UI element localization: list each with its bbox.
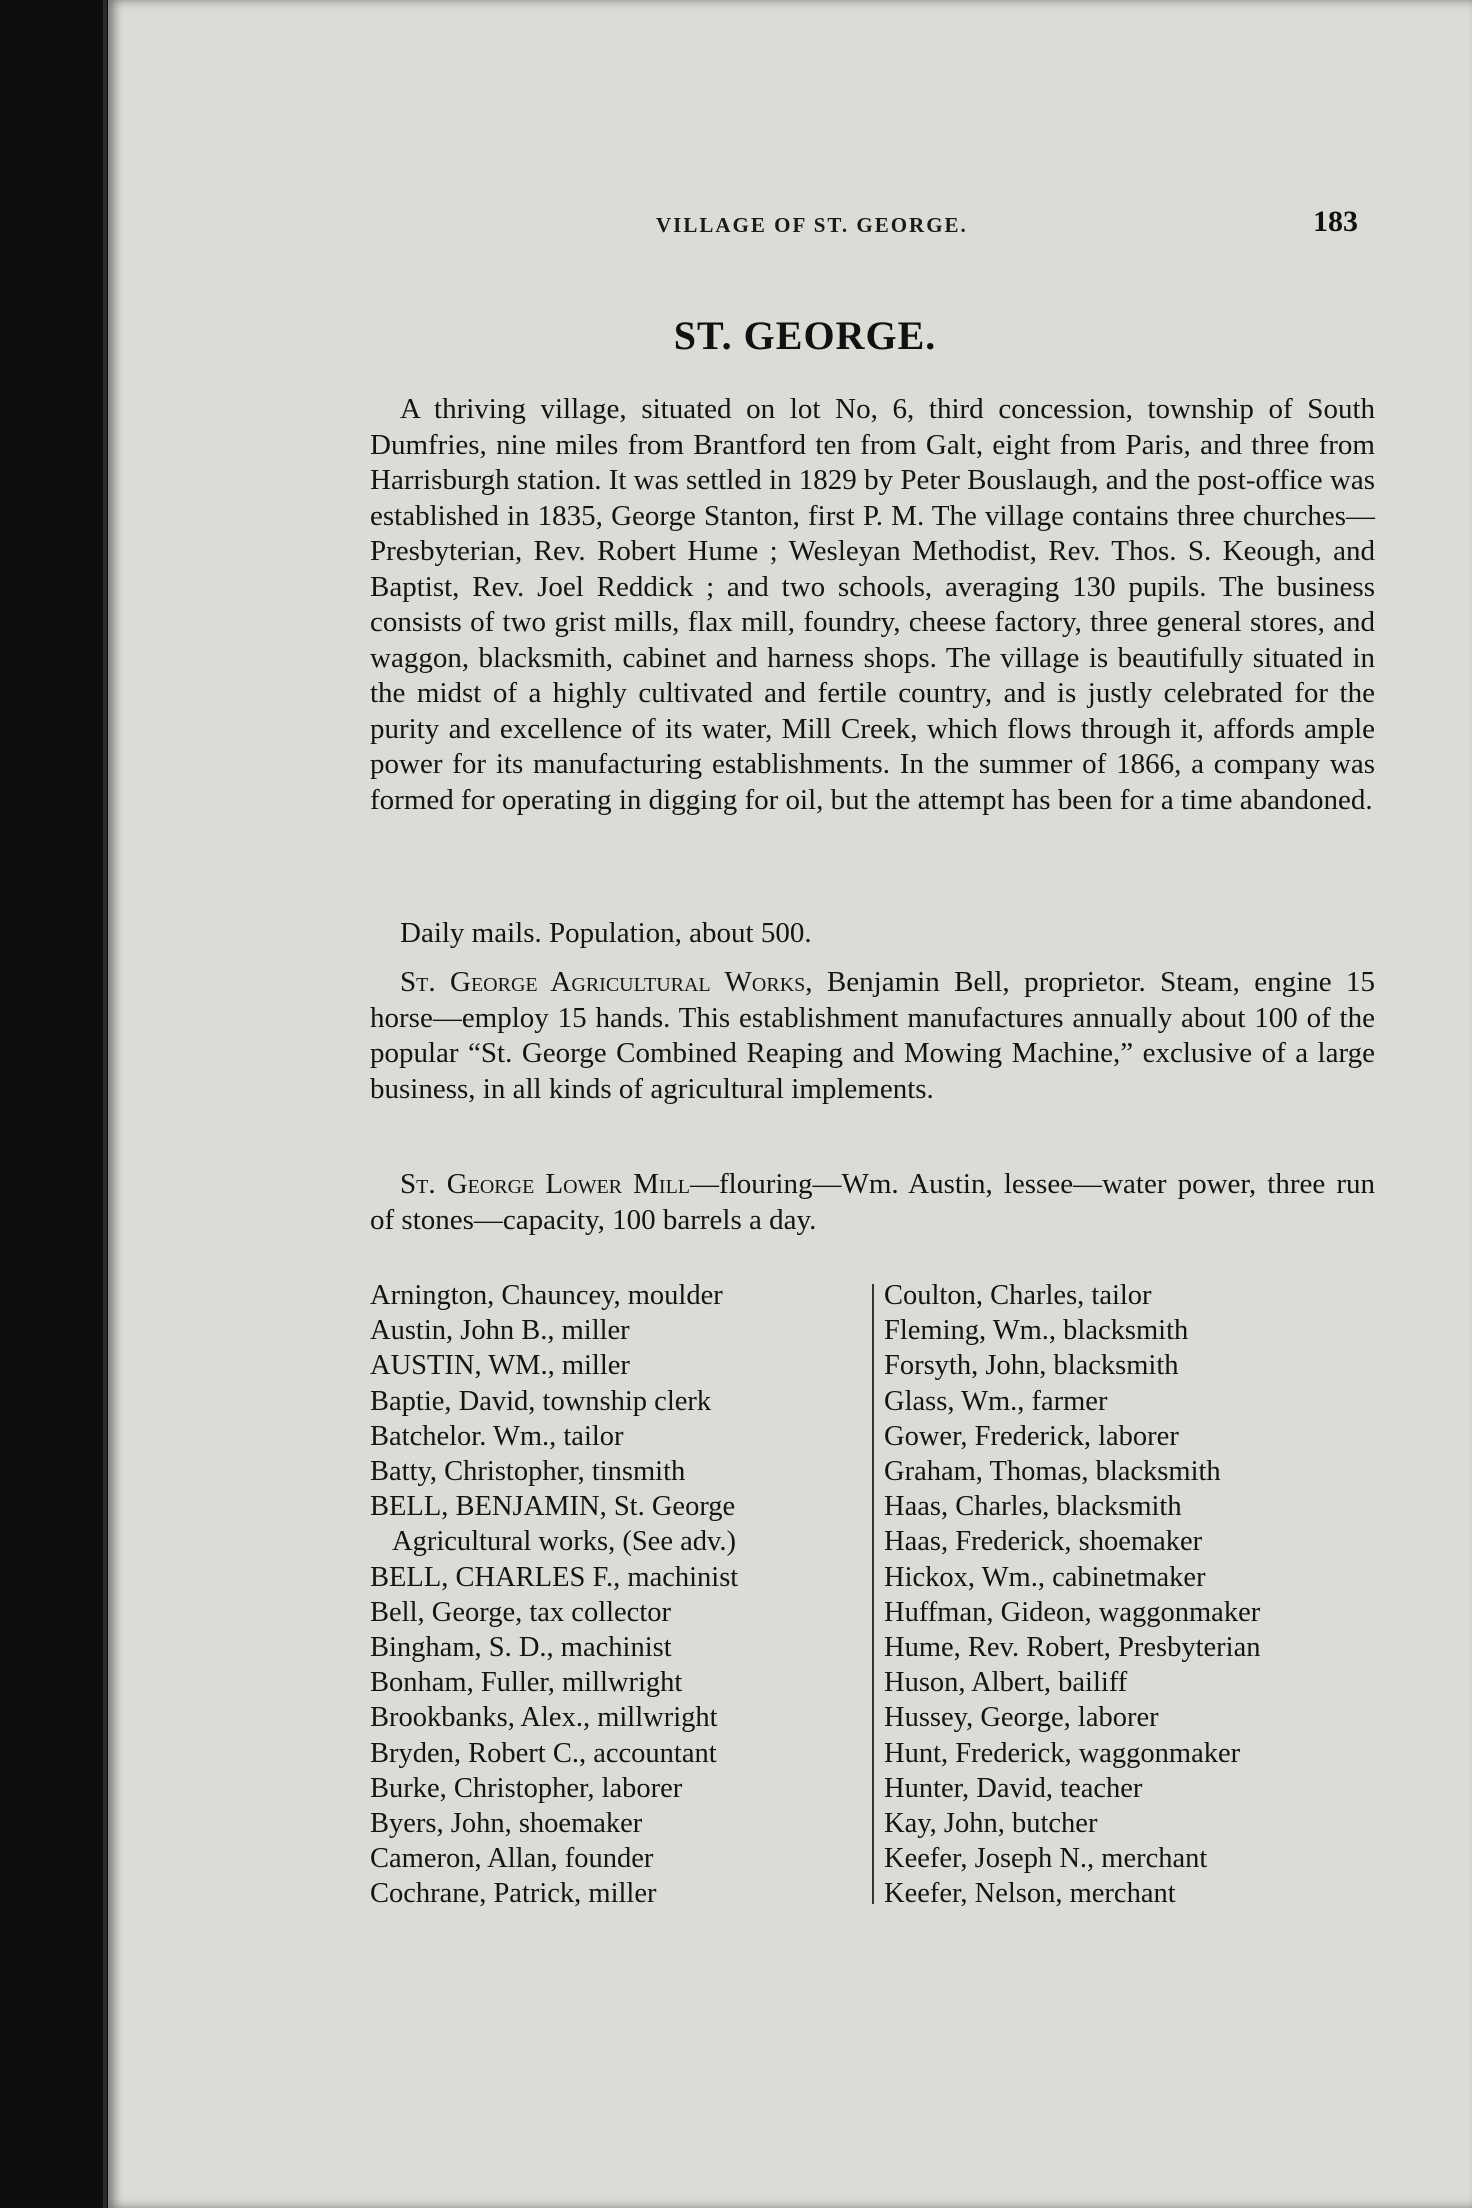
directory-entry: Graham, Thomas, blacksmith [884, 1456, 1221, 1488]
directory-right-column [884, 1278, 1364, 1912]
directory-entry: Haas, Charles, blacksmith [884, 1491, 1182, 1523]
directory-entry: Keefer, Nelson, merchant [884, 1878, 1176, 1910]
directory-entry: Hickox, Wm., cabinetmaker [884, 1561, 1206, 1593]
column-divider [872, 1284, 874, 1904]
directory-entry: Batchelor. Wm., tailor [370, 1420, 624, 1452]
directory-entry: BELL, CHARLES F., machinist [370, 1561, 739, 1593]
directory-entry: Coulton, Charles, tailor [884, 1280, 1152, 1311]
directory-entry: Austin, John B., miller [370, 1315, 630, 1347]
agricultural-works-entry [370, 965, 1375, 1107]
mails-population: Daily mails. Population, about 500. [400, 917, 812, 949]
directory-entry: Bell, George, tax collector [370, 1596, 671, 1628]
directory-entry: Cameron, Allan, founder [370, 1843, 654, 1875]
directory-entry: Bryden, Robert C., accountant [370, 1737, 717, 1769]
directory-entry: Byers, John, shoemaker [370, 1808, 643, 1840]
agricultural-works-body: Benjamin Bell, proprietor. Steam, engine 15 horse—employ 15 hands. This establishment manufactures annually about 100 of the popular “St. George Combined Reaping and Mowing Machine,” exclusive of a large business, in all kinds of agricultural implements. [370, 966, 1375, 1105]
directory-entry: Huson, Albert, bailiff [884, 1667, 1128, 1699]
section-title: ST. GEORGE. [673, 313, 937, 358]
directory-entry: BELL, BENJAMIN, St. George [370, 1491, 736, 1523]
agricultural-works-heading: St. George Agricultural Works, [400, 966, 813, 998]
directory-entry: Arnington, Chauncey, moulder [370, 1280, 723, 1311]
directory-entry: Baptie, David, township clerk [370, 1385, 712, 1417]
directory-entry: Huffman, Gideon, waggonmaker [884, 1596, 1261, 1628]
directory-entry: Bingham, S. D., machinist [370, 1632, 672, 1664]
running-title: VILLAGE OF ST. GEORGE. [656, 213, 968, 237]
book-page [108, 0, 1472, 2208]
directory-entry: Glass, Wm., farmer [884, 1385, 1108, 1417]
lower-mill-heading: St. George Lower Mill [400, 1168, 691, 1200]
directory-entry: Burke, Christopher, laborer [370, 1772, 683, 1804]
directory-entry: Cochrane, Patrick, miller [370, 1878, 657, 1910]
directory-entry: Keefer, Joseph N., merchant [884, 1843, 1208, 1875]
directory-entry: Hunter, David, teacher [884, 1772, 1143, 1804]
lower-mill-body: —flouring—Wm. Austin, lessee—water power, three run of stones—capacity, 100 barrels a day. [370, 1168, 1376, 1236]
directory-entry: AUSTIN, WM., miller [370, 1350, 630, 1382]
directory-entry: Kay, John, butcher [884, 1808, 1098, 1840]
directory-entry: Hume, Rev. Robert, Presbyterian [884, 1632, 1261, 1664]
directory-entry: Fleming, Wm., blacksmith [884, 1315, 1189, 1347]
running-head [108, 205, 1472, 245]
directory-entry: Bonham, Fuller, millwright [370, 1667, 683, 1699]
page-number: 183 [1313, 205, 1358, 238]
directory-entry: Hussey, George, laborer [884, 1702, 1159, 1734]
directory-entry: Agricultural works, (See adv.) [392, 1526, 737, 1558]
village-description: A thriving village, situated on lot No, 6, third concession, township of South Dumfries, nine miles from Brantford ten from Galt, eight from Paris, and three from Harrisburgh station. It was settled in 1829 by Peter Bouslaugh, and the post-office was established in 1835, George Stanton, first P. M. The village contains three churches—Presbyterian, Rev. Robert Hume ; Wesleyan Methodist, Rev. Thos. S. Keough, and Baptist, Rev. Joel Reddick ; and two schools, averaging 130 pupils. The business consists of two grist mills, flax mill, foundry, cheese factory, three general stores, and waggon, blacksmith, cabinet and harness shops. The village is beautifully situated in the midst of a highly cultivated and fertile country, and is justly celebrated for the purity and excellence of its water, Mill Creek, which flows through it, affords ample power for its manufacturing establishments. In the summer of 1866, a company was formed for operating in digging for oil, but the attempt has been for a time abandoned. [370, 393, 1375, 816]
binding-edge [103, 0, 107, 2208]
directory-entry: Haas, Frederick, shoemaker [884, 1526, 1203, 1558]
directory-entry: Batty, Christopher, tinsmith [370, 1456, 686, 1488]
directory-entry: Forsyth, John, blacksmith [884, 1350, 1179, 1382]
lower-mill-entry [370, 1167, 1375, 1238]
directory-left-column [370, 1278, 870, 1912]
directory-entry: Hunt, Frederick, waggonmaker [884, 1737, 1241, 1769]
directory-entry: Brookbanks, Alex., millwright [370, 1702, 718, 1734]
directory-entry: Gower, Frederick, laborer [884, 1420, 1179, 1452]
